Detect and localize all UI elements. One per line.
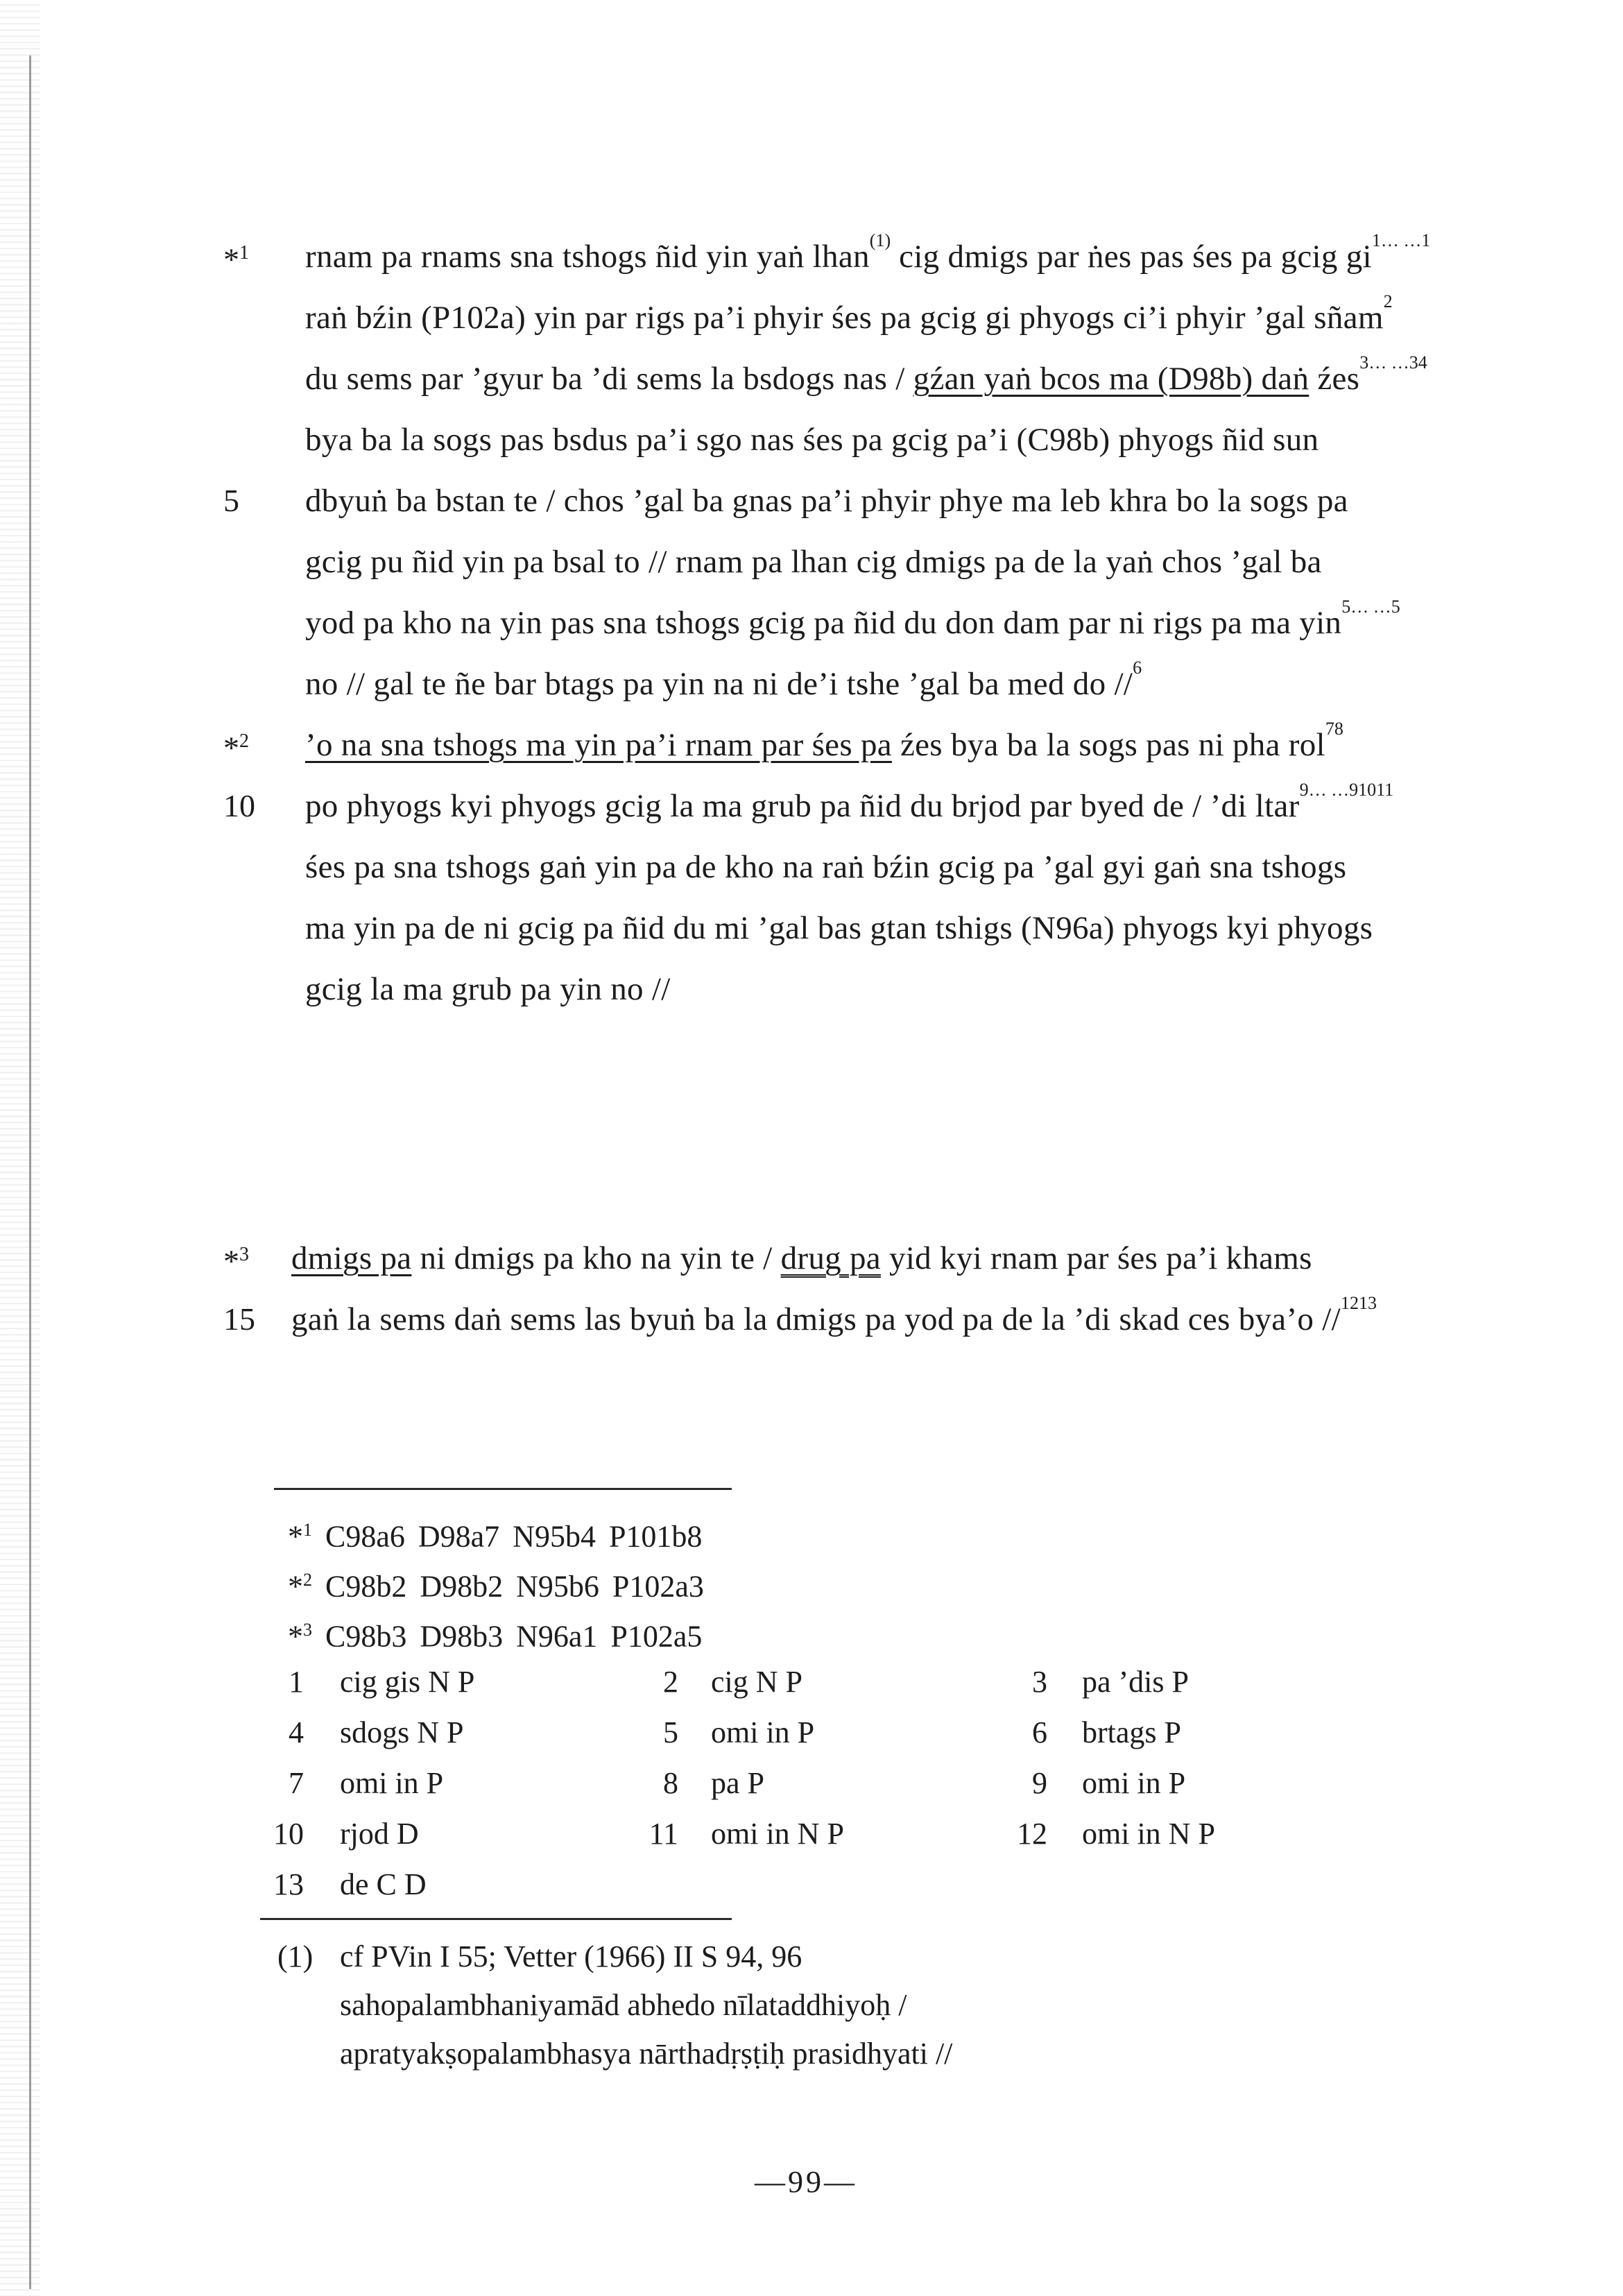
variant-text: omi in P [340,1766,444,1800]
siglum-line-1: *$^1$ C98a6 D98a7 N95b4 P101b8 [288,1519,703,1554]
variant-text: sdogs N P [340,1715,464,1749]
variant-text: pa ’dis P [1082,1665,1189,1699]
text-line-1: rnam pa rnams sna tshogs ñid yin yaṅ lhan$^{(1)}$ cig dmigs par ṅes pas śes pa gcig gi$^{1\dots \dots 1}$ [305,230,1431,275]
variant-num: 9 [1032,1766,1047,1800]
variant-num: 12 [1017,1817,1047,1851]
double-underlined-lemma: drug pa [780,1240,881,1276]
variant-text: omi in P [711,1715,815,1749]
section-marker-2: *$^2$ [223,730,249,766]
variant-text: omi in N P [711,1817,844,1851]
variant-marker-2: 2 [1383,291,1393,311]
variant-text: brtags P [1082,1715,1181,1749]
variant-marker-8: 8 [1334,719,1343,739]
text-line-12: ma yin pa de ni gcig pa ñid du mi ’gal bas gtan tshigs (N96a) phyogs kyi phyogs [305,910,1373,946]
variant-text: cig gis N P [340,1665,475,1699]
line-number-15: 15 [223,1301,255,1337]
variant-num: 13 [273,1867,304,1901]
variant-marker-12: 12 [1341,1293,1359,1313]
variant-num: 11 [649,1817,678,1851]
apparatus-rule-top [274,1488,732,1490]
text-line-2: raṅ bźin (P102a) yin par rigs pa’i phyir śes pa gcig gi phyogs ci’i phyir ’gal sñam$^2$ [305,291,1393,336]
variant-marker-4: 4 [1418,352,1427,372]
variant-text: omi in N P [1082,1817,1215,1851]
section-marker-3: *$^3$ [223,1243,249,1279]
scan-edge-noise [0,0,40,2296]
text-line-9: ’o na sna tshogs ma yin pa’i rnam par śes pa źes bya ba la sogs pas ni pha rol$^{78}$ [305,719,1343,763]
variant-marker-3: 3… …3 [1359,352,1418,372]
underlined-lemma: dmigs pa [291,1240,412,1276]
note-reference: cf PVin I 55; Vetter (1966) II S 94, 96 [340,1939,802,1973]
variant-text: de C D [340,1867,427,1901]
siglum-line-2: *$^2$ C98b2 D98b2 N95b6 P102a3 [288,1569,704,1604]
binding-edge-line [29,55,31,2289]
note-verse-2: apratyakṣopalambhasya nārthadṛṣṭiḥ prasidhyati // [340,2037,953,2071]
variant-marker-1: 1… …1 [1371,230,1431,250]
note-label: (1) [277,1939,314,1973]
variant-num: 7 [289,1766,304,1800]
variant-marker-11: 11 [1376,780,1394,800]
variant-num: 5 [663,1715,678,1749]
variant-num: 6 [1032,1715,1047,1749]
variant-marker-13: 13 [1359,1293,1377,1313]
underlined-phrase: gźan yaṅ bcos ma (D98b) daṅ [913,361,1309,397]
variant-num: 2 [663,1665,678,1699]
section-marker-1: *$^1$ [223,241,249,277]
text-line-10: po phyogs kyi phyogs gcig la ma grub pa ñid du brjod par byed de / ’di ltar$^{9\dots \dots 91011}$ [305,780,1394,824]
text-line-13: gcig la ma grub pa yin no // [305,971,671,1007]
line-number-10: 10 [223,788,255,823]
variant-text: omi in P [1082,1766,1186,1800]
variant-marker-10: 10 [1358,780,1377,800]
text-line-14: dmigs pa ni dmigs pa kho na yin te / drug pa yid kyi rnam par śes pa’i khams [291,1240,1312,1276]
text-line-6: gcig pu ñid yin pa bsal to // rnam pa lhan cig dmigs pa de la yaṅ chos ’gal ba [305,544,1322,580]
variant-num: 3 [1032,1665,1047,1699]
variant-text: cig N P [711,1665,802,1699]
page-number: —99— [755,2165,857,2199]
variant-text: rjod D [340,1817,419,1851]
line-number-5: 5 [223,483,239,518]
text-line-3: du sems par ’gyur ba ’di sems la bsdogs nas / gźan yaṅ bcos ma (D98b) daṅ źes$^{3\dots \dots 34}$ [305,352,1427,397]
variant-marker-9: 9… …9 [1299,780,1359,800]
note-verse-1: sahopalambhaniyamād abhedo nīlataddhiyoḥ / [340,1988,907,2022]
siglum-line-3: *$^3$ C98b3 D98b3 N96a1 P102a5 [288,1619,703,1654]
text-line-5: dbyuṅ ba bstan te / chos ’gal ba gnas pa’i phyir phye ma leb khra bo la sogs pa [305,483,1348,519]
text-line-4: bya ba la sogs pas bsdus pa’i sgo nas śes pa gcig pa’i (C98b) phyogs ñid sun [305,422,1319,458]
variant-marker-6: 6 [1133,658,1142,678]
text-line-15: gaṅ la sems daṅ sems las byuṅ ba la dmigs pa yod pa de la ’di skad ces bya’o //$^{1213}$ [291,1293,1377,1337]
variant-num: 8 [663,1766,678,1800]
text-line-7: yod pa kho na yin pas sna tshogs gcig pa ñid du don dam par ni rigs pa ma yin$^{5\dots \dots 5}$ [305,597,1400,641]
underlined-phrase: ’o na sna tshogs ma yin pa’i rnam par śes pa [305,727,892,763]
variant-text: pa P [711,1766,764,1800]
variant-marker-5: 5… …5 [1341,597,1400,617]
variant-num: 1 [289,1665,304,1699]
variant-num: 4 [289,1715,304,1749]
text-line-8: no // gal te ñe bar btags pa yin na ni de’i tshe ’gal ba med do //$^6$ [305,658,1142,702]
variant-marker-7: 7 [1325,719,1334,739]
footnote-ref-1: (1) [869,230,891,250]
variant-num: 10 [273,1817,304,1851]
text-line-11: śes pa sna tshogs gaṅ yin pa de kho na raṅ bźin gcig pa ’gal gyi gaṅ sna tshogs [305,849,1347,885]
apparatus-rule-bottom [260,1918,732,1920]
